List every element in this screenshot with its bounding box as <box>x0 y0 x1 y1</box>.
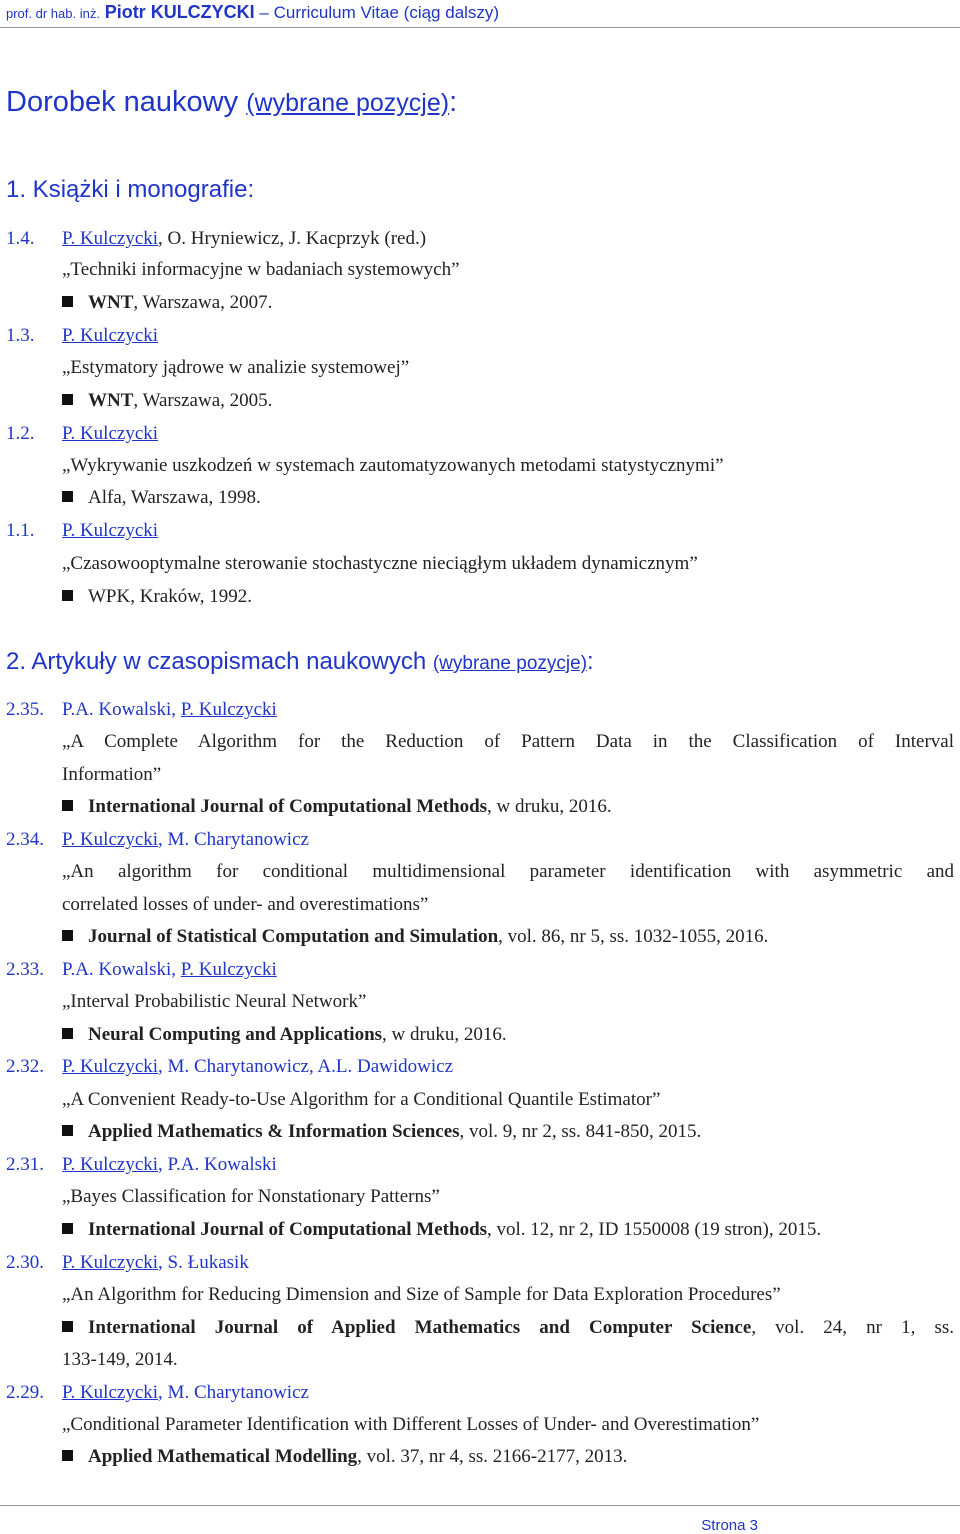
book-venue: WNT, Warszawa, 2005. <box>62 390 272 412</box>
bullet-icon <box>62 1450 73 1461</box>
book-authors: P. Kulczycki <box>62 325 159 346</box>
article-title: „Bayes Classification for Nonstationary Patterns” <box>62 1186 440 1207</box>
article-number: 2.35. <box>6 699 44 720</box>
article-number: 2.34. <box>6 829 44 850</box>
book-title: „Czasowooptymalne sterowanie stochastyczne nieciągłym układem dynamicznym” <box>62 553 698 574</box>
article-number: 2.33. <box>6 959 44 980</box>
book-authors: P. Kulczycki <box>62 423 159 444</box>
section-articles-title: 2. Artykuły w czasopismach naukowych (wybrane pozycje): <box>6 648 594 675</box>
book-title: „Wykrywanie uszkodzeń w systemach zautomatyzowanych metodami statystycznymi” <box>62 455 724 476</box>
bullet-icon <box>62 394 73 405</box>
header-rule <box>0 27 960 28</box>
running-header <box>6 2 499 23</box>
book-number: 1.3. <box>6 325 35 346</box>
article-venue: Applied Mathematical Modelling, vol. 37, nr 4, ss. 2166-2177, 2013. <box>62 1446 627 1468</box>
bullet-icon <box>62 296 73 307</box>
header-suffix: – Curriculum Vitae (ciąg dalszy) <box>259 3 500 22</box>
book-authors: P. Kulczycki, O. Hryniewicz, J. Kacprzyk (red.) <box>62 228 427 249</box>
footer-rule <box>0 1505 960 1506</box>
article-number: 2.32. <box>6 1056 44 1077</box>
book-venue: WNT, Warszawa, 2007. <box>62 292 272 314</box>
header-prefix: prof. dr hab. inż. <box>6 6 100 21</box>
page-number: Strona 3 <box>701 1517 758 1534</box>
article-venue: Applied Mathematics & Information Sciences, vol. 9, nr 2, ss. 841-850, 2015. <box>62 1121 701 1143</box>
article-title: „Conditional Parameter Identification with Different Losses of Under- and Overestimation” <box>62 1414 760 1435</box>
book-title: „Techniki informacyjne w badaniach systemowych” <box>62 259 460 280</box>
bullet-icon <box>62 1223 73 1234</box>
article-venue-cont: 133-149, 2014. <box>62 1349 178 1370</box>
article-title: „An algorithm for conditional multidimensional parameter identification with asymmetric and <box>62 861 954 882</box>
article-venue: International Journal of Computational Methods, vol. 12, nr 2, ID 1550008 (19 stron), 2015. <box>62 1219 821 1241</box>
article-title-cont: correlated losses of under- and overestimations” <box>62 894 429 915</box>
article-authors: P.A. Kowalski, P. Kulczycki <box>62 959 277 980</box>
article-title-cont: Information” <box>62 764 162 785</box>
book-number: 1.2. <box>6 423 35 444</box>
article-authors: P. Kulczycki, P.A. Kowalski <box>62 1154 277 1175</box>
book-title: „Estymatory jądrowe w analizie systemowej” <box>62 357 410 378</box>
article-number: 2.29. <box>6 1382 44 1403</box>
article-venue: Journal of Statistical Computation and Simulation, vol. 86, nr 5, ss. 1032-1055, 2016. <box>62 926 768 948</box>
article-venue: International Journal of Applied Mathematics and Computer Science, vol. 24, nr 1, ss. <box>62 1317 954 1339</box>
article-venue: International Journal of Computational Methods, w druku, 2016. <box>62 796 612 818</box>
bullet-icon <box>62 590 73 601</box>
bullet-icon <box>62 800 73 811</box>
article-title: „A Convenient Ready-to-Use Algorithm for a Conditional Quantile Estimator” <box>62 1089 661 1110</box>
article-authors: P. Kulczycki, M. Charytanowicz, A.L. Dawidowicz <box>62 1056 454 1077</box>
bullet-icon <box>62 1028 73 1039</box>
article-title: „A Complete Algorithm for the Reduction of Pattern Data in the Classification of Interval <box>62 731 954 752</box>
article-authors: P.A. Kowalski, P. Kulczycki <box>62 699 277 720</box>
article-title: „Interval Probabilistic Neural Network” <box>62 991 367 1012</box>
article-title: „An Algorithm for Reducing Dimension and Size of Sample for Data Exploration Procedures” <box>62 1284 781 1305</box>
bullet-icon <box>62 930 73 941</box>
book-number: 1.1. <box>6 520 35 541</box>
book-venue: Alfa, Warszawa, 1998. <box>62 487 261 509</box>
article-number: 2.31. <box>6 1154 44 1175</box>
article-authors: P. Kulczycki, M. Charytanowicz <box>62 829 309 850</box>
section-books-title: 1. Książki i monografie: <box>6 176 255 203</box>
article-number: 2.30. <box>6 1252 44 1273</box>
article-venue: Neural Computing and Applications, w druku, 2016. <box>62 1024 507 1046</box>
header-name: Piotr KULCZYCKI <box>104 2 255 22</box>
bullet-icon <box>62 1321 73 1332</box>
book-venue: WPK, Kraków, 1992. <box>62 586 252 608</box>
bullet-icon <box>62 1125 73 1136</box>
book-authors: P. Kulczycki <box>62 520 159 541</box>
book-number: 1.4. <box>6 228 35 249</box>
bullet-icon <box>62 491 73 502</box>
article-authors: P. Kulczycki, M. Charytanowicz <box>62 1382 309 1403</box>
article-authors: P. Kulczycki, S. Łukasik <box>62 1252 249 1273</box>
page-title: Dorobek naukowy (wybrane pozycje): <box>6 86 458 118</box>
